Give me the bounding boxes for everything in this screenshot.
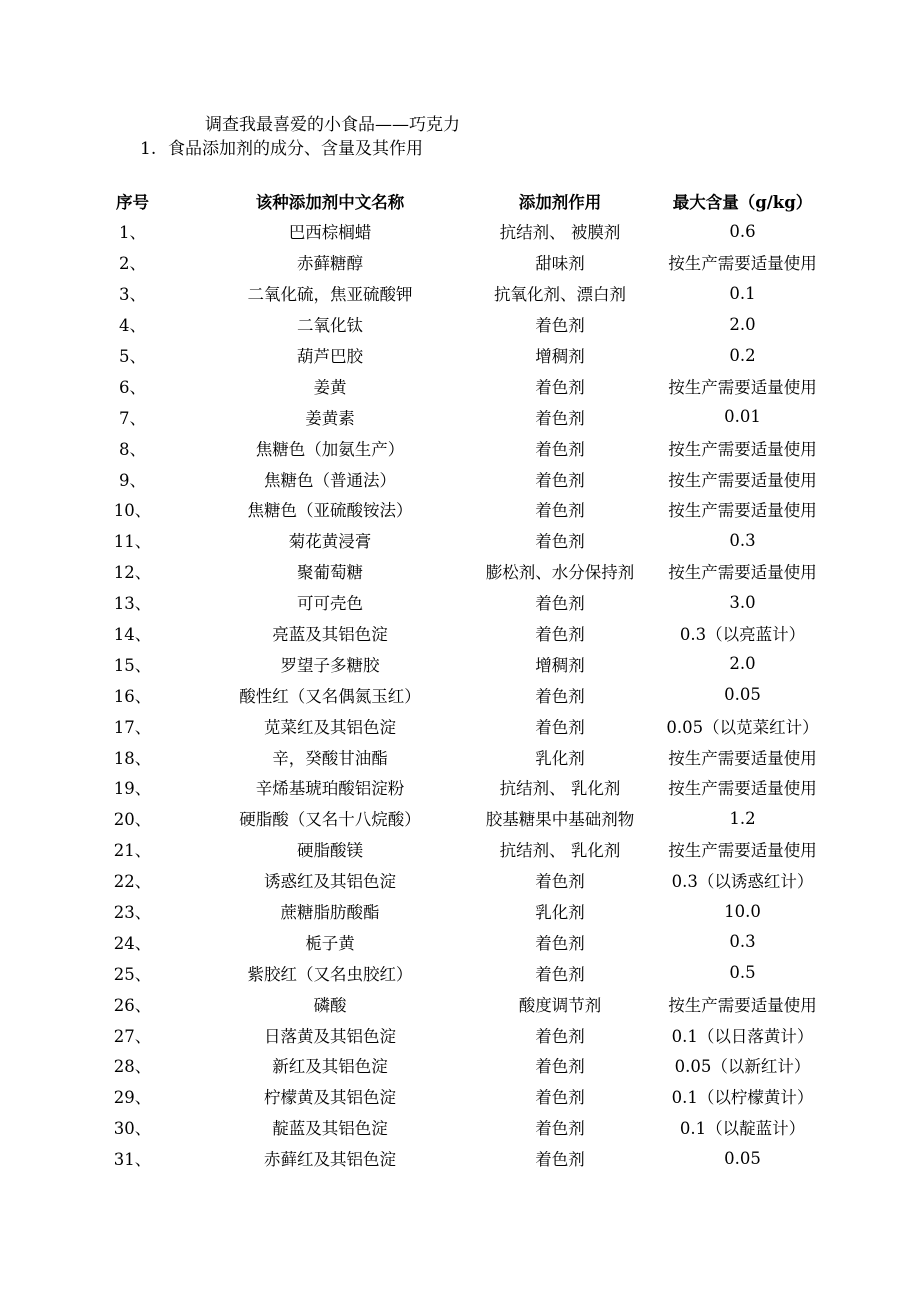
cell-seq: 19、 — [113, 779, 152, 799]
table-body — [80, 216, 840, 1174]
cell-name: 蔗糖脂肪酸酯 — [280, 903, 380, 923]
table-row — [80, 370, 840, 401]
cell-function: 抗氧化剂、漂白剂 — [494, 285, 626, 305]
cell-seq: 27、 — [113, 1026, 152, 1046]
cell-max-content: 按生产需要适量使用 — [668, 377, 817, 397]
table-row — [80, 1019, 840, 1050]
table-row — [80, 247, 840, 278]
cell-max-content: 0.1 — [729, 283, 756, 303]
header-seq: 序号 — [116, 192, 149, 212]
table-row — [80, 834, 840, 865]
cell-seq: 30、 — [113, 1119, 152, 1139]
cell-function: 着色剂 — [535, 408, 585, 428]
cell-name: 姜黄 — [313, 377, 347, 397]
cell-name: 硬脂酸（又名十八烷酸） — [239, 810, 421, 830]
cell-function: 着色剂 — [535, 470, 585, 490]
cell-seq: 29、 — [113, 1088, 152, 1108]
cell-name: 栀子黄 — [305, 933, 355, 953]
table-row — [80, 463, 840, 494]
table-row — [80, 710, 840, 741]
cell-max-content: 2.0 — [729, 654, 756, 674]
table-row — [80, 957, 840, 988]
section-number: 1. — [140, 139, 157, 159]
header-max-content: 最大含量（g/kg） — [672, 192, 813, 212]
cell-max-content: 按生产需要适量使用 — [668, 995, 817, 1015]
cell-max-content: 按生产需要适量使用 — [668, 748, 817, 768]
cell-name: 柠檬黄及其铝色淀 — [264, 1088, 396, 1108]
cell-name: 赤藓红及其铝色淀 — [264, 1150, 396, 1170]
cell-name: 酸性红（又名偶氮玉红） — [239, 686, 421, 706]
cell-function: 抗结剂、 乳化剂 — [499, 841, 621, 861]
cell-seq: 24、 — [113, 933, 152, 953]
cell-seq: 4、 — [119, 316, 146, 336]
cell-function: 乳化剂 — [535, 748, 585, 768]
cell-function: 着色剂 — [535, 1057, 585, 1077]
cell-name: 磷酸 — [313, 995, 347, 1015]
cell-seq: 31、 — [113, 1150, 152, 1170]
cell-max-content: 按生产需要适量使用 — [668, 470, 817, 490]
cell-seq: 5、 — [119, 347, 146, 366]
table-row — [80, 803, 840, 834]
cell-seq: 28、 — [113, 1057, 152, 1077]
section-heading-text: 食品添加剂的成分、含量及其作用 — [168, 139, 423, 159]
table-row — [80, 525, 840, 556]
table-row — [80, 988, 840, 1019]
cell-name: 菊花黄浸膏 — [288, 532, 372, 552]
table-row — [80, 741, 840, 772]
cell-name: 赤藓糖醇 — [297, 254, 363, 274]
table-header — [80, 185, 840, 216]
cell-seq: 7、 — [119, 408, 146, 428]
cell-max-content: 按生产需要适量使用 — [668, 841, 817, 861]
cell-name: 可可壳色 — [297, 594, 363, 614]
cell-seq: 25、 — [113, 964, 152, 984]
cell-seq: 12、 — [113, 563, 152, 583]
cell-max-content: 0.3（以诱惑红计） — [671, 872, 814, 892]
table-row — [80, 432, 840, 463]
cell-seq: 26、 — [113, 995, 152, 1015]
table-row — [80, 309, 840, 340]
cell-name: 姜黄素 — [305, 408, 355, 428]
cell-name: 新红及其铝色淀 — [272, 1057, 388, 1077]
table-row — [80, 278, 840, 309]
cell-seq: 10、 — [113, 501, 152, 521]
cell-max-content: 0.1（以日落黄计） — [671, 1026, 814, 1046]
cell-name: 焦糖色（亚硫酸铵法） — [247, 501, 413, 521]
cell-function: 着色剂 — [535, 377, 585, 397]
cell-function: 着色剂 — [535, 1119, 585, 1139]
table-row — [80, 865, 840, 896]
cell-max-content: 0.01 — [724, 407, 761, 427]
table-row — [80, 556, 840, 587]
cell-function: 着色剂 — [535, 686, 585, 706]
cell-seq: 3、 — [119, 285, 146, 305]
cell-max-content: 0.3 — [729, 530, 756, 550]
cell-max-content: 0.05 — [724, 685, 761, 705]
cell-function: 着色剂 — [535, 501, 585, 521]
table-row — [80, 772, 840, 803]
cell-function: 增稠剂 — [535, 347, 585, 366]
cell-name: 日落黄及其铝色淀 — [264, 1026, 396, 1046]
table-row — [80, 1081, 840, 1112]
cell-seq: 18、 — [113, 748, 152, 768]
cell-seq: 15、 — [113, 655, 152, 675]
cell-max-content: 0.2 — [729, 345, 756, 365]
cell-function: 增稠剂 — [535, 655, 585, 675]
table-row — [80, 401, 840, 432]
cell-max-content: 2.0 — [729, 314, 756, 334]
cell-max-content: 0.05（以新红计） — [674, 1057, 811, 1077]
cell-seq: 13、 — [113, 594, 152, 614]
section-heading — [140, 137, 423, 161]
cell-max-content: 按生产需要适量使用 — [668, 779, 817, 799]
cell-name: 罗望子多糖胶 — [280, 655, 380, 675]
document-title: 调查我最喜爱的小食品——巧克力 — [205, 115, 460, 135]
table-row — [80, 340, 840, 371]
cell-seq: 22、 — [113, 872, 152, 892]
cell-max-content: 1.2 — [729, 808, 756, 828]
cell-function: 着色剂 — [535, 964, 585, 984]
cell-name: 聚葡萄糖 — [297, 563, 363, 583]
cell-name: 亮蓝及其铝色淀 — [272, 625, 388, 645]
cell-function: 着色剂 — [535, 1150, 585, 1170]
cell-name: 葫芦巴胶 — [297, 347, 363, 366]
cell-name: 诱惑红及其铝色淀 — [264, 872, 396, 892]
table-row — [80, 216, 840, 247]
cell-function: 酸度调节剂 — [518, 995, 602, 1015]
cell-name: 辛，癸酸甘油酯 — [272, 748, 388, 768]
cell-name: 二氧化钛 — [297, 316, 363, 336]
cell-max-content: 0.6 — [729, 221, 756, 241]
cell-name: 辛烯基琥珀酸铝淀粉 — [255, 779, 405, 799]
cell-seq: 20、 — [113, 810, 152, 830]
cell-seq: 16、 — [113, 686, 152, 706]
table-row — [80, 1050, 840, 1081]
cell-max-content: 10.0 — [724, 901, 761, 921]
cell-function: 着色剂 — [535, 1026, 585, 1046]
table-row — [80, 1112, 840, 1143]
cell-max-content: 0.05（以苋菜红计） — [666, 717, 819, 737]
cell-function: 着色剂 — [535, 594, 585, 614]
cell-function: 着色剂 — [535, 872, 585, 892]
cell-seq: 9、 — [119, 470, 146, 490]
cell-max-content: 0.05 — [724, 1148, 761, 1168]
cell-name: 苋菜红及其铝色淀 — [264, 717, 396, 737]
table-row — [80, 618, 840, 649]
cell-function: 着色剂 — [535, 717, 585, 737]
cell-function: 着色剂 — [535, 532, 585, 552]
cell-max-content: 按生产需要适量使用 — [668, 501, 817, 521]
cell-seq: 11、 — [113, 532, 152, 552]
cell-name: 焦糖色（普通法） — [264, 470, 396, 490]
cell-name: 二氧化硫，焦亚硫酸钾 — [247, 285, 413, 305]
cell-seq: 8、 — [119, 439, 146, 459]
cell-name: 靛蓝及其铝色淀 — [272, 1119, 388, 1139]
cell-seq: 14、 — [113, 625, 152, 645]
cell-max-content: 按生产需要适量使用 — [668, 254, 817, 274]
cell-function: 抗结剂、 乳化剂 — [499, 779, 621, 799]
table-row — [80, 679, 840, 710]
cell-max-content: 按生产需要适量使用 — [668, 563, 817, 583]
cell-function: 着色剂 — [535, 933, 585, 953]
cell-function: 着色剂 — [535, 439, 585, 459]
header-name: 该种添加剂中文名称 — [255, 192, 405, 212]
table-row — [80, 494, 840, 525]
additives-table — [80, 185, 840, 1174]
cell-max-content: 0.3 — [729, 932, 756, 952]
cell-seq: 1、 — [119, 223, 146, 243]
cell-seq: 17、 — [113, 717, 152, 737]
cell-max-content: 3.0 — [729, 592, 756, 612]
cell-max-content: 0.1（以靛蓝计） — [679, 1119, 806, 1139]
cell-name: 巴西棕榈蜡 — [288, 223, 372, 243]
table-row — [80, 926, 840, 957]
cell-max-content: 按生产需要适量使用 — [668, 439, 817, 459]
cell-seq: 6、 — [119, 377, 146, 397]
header-function: 添加剂作用 — [518, 192, 602, 212]
cell-name: 硬脂酸镁 — [297, 841, 363, 861]
table-row — [80, 587, 840, 618]
cell-function: 着色剂 — [535, 625, 585, 645]
table-row — [80, 648, 840, 679]
cell-function: 胶基糖果中基础剂物 — [485, 810, 635, 830]
table-row — [80, 1143, 840, 1174]
cell-max-content: 0.3（以亮蓝计） — [679, 625, 806, 645]
cell-function: 抗结剂、 被膜剂 — [499, 223, 621, 243]
cell-function: 着色剂 — [535, 1088, 585, 1108]
cell-function: 甜味剂 — [535, 254, 585, 274]
cell-name: 紫胶红（又名虫胶红） — [247, 964, 413, 984]
cell-function: 着色剂 — [535, 316, 585, 336]
cell-max-content: 0.1（以柠檬黄计） — [671, 1088, 814, 1108]
cell-function: 膨松剂、水分保持剂 — [485, 563, 635, 583]
cell-max-content: 0.5 — [729, 963, 756, 983]
table-row — [80, 896, 840, 927]
cell-function: 乳化剂 — [535, 903, 585, 923]
header-row — [80, 185, 840, 216]
cell-seq: 2、 — [119, 254, 146, 274]
cell-name: 焦糖色（加氨生产） — [255, 439, 405, 459]
cell-seq: 23、 — [113, 903, 152, 923]
cell-seq: 21、 — [113, 841, 152, 861]
